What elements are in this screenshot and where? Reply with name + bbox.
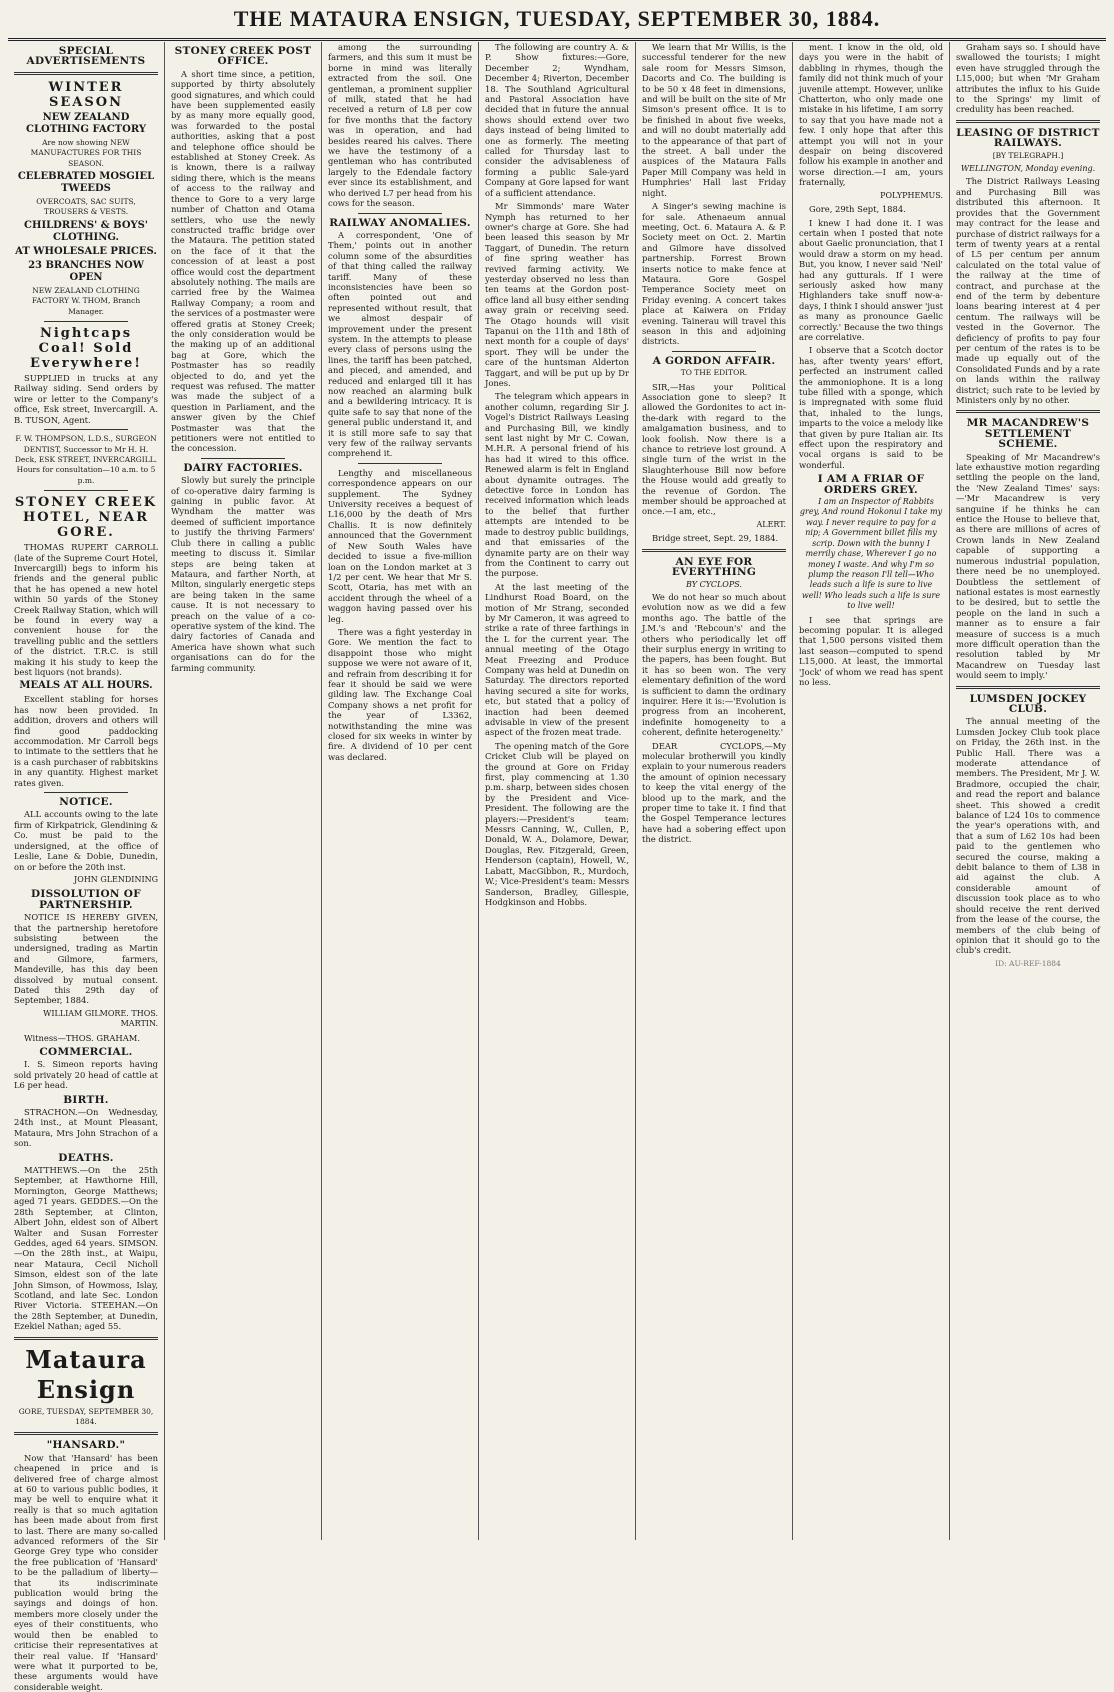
ad-showing: Are now showing NEW MANUFACTURES FOR THIS SEASON.	[30, 137, 142, 168]
col4-intro: The following are country A. & P. Show fixtures:—Gore, December 2; Wyndham, December 4; Riverton, December 18. The Southland Agricultural and Pastoral Association have decided that in future the annual shows should extend over two days instead of being limited to one as formerly. The meeting called for Thursday last to consider the advisableness of forming a public Sale-yard Company at Gore lapsed for want of a sufficient attendance.	[485, 42, 629, 198]
col4-news: Mr Simmonds' mare Water Nymph has returned to her owner's charge at Gore. She had been leased this season by Mr Taggart, of Dunedin. The return of fine spring weather has revived farming activity. We yesterday observed no less than ten teams at the Gordon post-office land all busy either sending away grain or receiving seed. The Otago hounds will visit Tapanui on the 11th and 18th of next month for a couple of days' sport. They will be under the care of the huntsman Alderton Taggart, and will be put up by Dr Jones.	[485, 201, 629, 388]
gordon-sub: TO THE EDITOR.	[680, 368, 748, 378]
eye-text: We do not hear so much about evolution now as we did a few months ago. The battle of the J.M.'s and 'Rebcoun's' and the others who periodically let off their surplus energy in writing to the papers, has been fought. But it has so been won. The very elementary definition of the word is sufficient to damn the ordinary inquirer. Here it is:—'Evolution is progress from an incoherent, indefinite homogeneity to a coherent, definite heterogeneity.'	[642, 591, 786, 738]
dissolution-heading: DISSOLUTION OF PARTNERSHIP.	[31, 888, 141, 911]
ad-dentist: F. W. THOMPSON, L.D.S., SURGEON DENTIST, Successor to Mr H. H. Deck, ESK STREET, INVERCARGILL. Hours for consultation—10 a.m. to 5 p.m.	[14, 434, 158, 485]
ad-meals-text: Excellent stabling for horses has now been provided. In addition, drovers and others will find good paddocking accommodation. Mr Carroll begs to intimate to the settlers that he is a cash purchaser of rabbitskins in any quantity. Highest market rates given.	[14, 694, 158, 788]
gore-date: Gore, 29th Sept, 1884.	[809, 204, 906, 215]
ad-hotel: STONEY CREEK HOTEL, NEAR GORE.	[14, 495, 158, 541]
col4-sports: The opening match of the Gore Cricket Club will be played on the ground at Gore on Friday first, play commencing at 1.30 p.m. sharp, between sides chosen by the President and Vice-President. The following are the players:—President's team: Messrs Canning, W., Cullen, P., Donald, W. A., Dolamore, Dewar, Douglas, Rev. Fitzgerald, Green, Henderson (captain), Howell, W., Labatt, MacGibbon, R., Murdoch, W.; Vice-President's team: Messrs Sanderson, Bradley, Gillespie, Hodgkinson and Hobbs.	[485, 740, 629, 907]
column-6	[793, 42, 950, 1540]
hansard-text: Now that 'Hansard' has been cheapened in price and is delivered free of charge almost at 60 to various public bodies, it may be well to enquire what it really is that so much agitation has been made about from first to last. There are many so-called advanced reformers of the Sir George Grey type who consider the free publication of 'Hansard' to be the palladium of liberty—that its indiscriminate publication would bring the sayings and doings of hon. members more closely under the eyes of their constituents, who would then be enabled to criticise their representatives at their real value. If 'Hansard' were what it purported to be, these arguments would have considerable weight.	[14, 1452, 158, 1692]
railway-text: A correspondent, 'One of Them,' points out in another column some of the absurdities of that thing called the railway tariff. Many of these inconsistencies have been so often pointed out and represented without result, that we almost despair of improvement under the present system. In the attempts to please every class of persons using the lines, the tariff has been patched, and pieced, and amended, and reduced and enlarged till it has now reached an alarming bulk and a bewildering intricacy. It is quite safe to say that none of the general public understand it, and it is still more safe to say that very few of the railway servants comprehend it.	[328, 229, 472, 459]
ad-childrens: CHILDRENS' & BOYS' CLOTHING.	[24, 219, 148, 243]
gordon-heading: A GORDON AFFAIR.	[652, 354, 776, 367]
gordon-text: SIR,—Has your Political Association gone to sleep? It allowed the Gordonites to act in-the-dark with regard to the amalgamation business, and to look foolish. Now there is a chance to retrieve lost ground. A single turn of the wrist in the Slaughterhouse Bill now before the House would add greatly to the revenue of Gordon. The member should be approached at once.—I am, etc.,	[642, 381, 786, 517]
gordon-signature: ALERT.	[756, 519, 786, 529]
birth-heading: BIRTH.	[63, 1093, 109, 1106]
notice-text: ALL accounts owing to the late firm of Kirkpatrick, Glendining & Co. must be paid to the undersigned, at the office of Leslie, Lane & Dobie, Dunedin, on or before the 20th inst.	[14, 809, 158, 872]
deaths-text: MATTHEWS.—On the 25th September, at Hawthorne Hill, Mornington, George Matthews; aged 71 years. GEDDES.—On the 28th September, at Clinton, Albert John, eldest son of Albert Walter and Susan Forrester Geddes, aged 64 years. SIMSON.—On the 28th inst., at Waipu, near Mataura, Cecil Nicholl Simson, eldest son of the late John Simson, of Howmoss, Islay, Scotland, and late Sec. London River Victoria. STEEHAN.—On the 28th September, at Dunedin, Ezekiel Nathan; aged 55.	[14, 1165, 158, 1332]
column-2	[165, 42, 322, 1540]
commercial-heading: COMMERCIAL.	[39, 1046, 133, 1058]
ad-nz-clothing: NEW ZEALAND CLOTHING FACTORY	[26, 111, 146, 135]
gore-text: I knew I had done it. I was certain when I posted that note about Gaelic pronunciation, that I would draw a storm on my head. But, you know, I never said 'Neil' had any gutturals. If I were seriously asked how many Highlanders take snuff now-a-days, I think I should answer 'just as many as pronounce Gaelic correctly.' Because the two things are correlative.	[799, 217, 944, 342]
poem-text: I am an Inspector of Rabbits grey, And round Hokonui I take my way. I never require to pay for a nip; A Government billet fills my scrip. Down with the bunny I merrily chase, Wherever I go no money I waste. And why I'm so plump the reason I'll tell—Who leads such a life is sure to live well! Who leads such a life is sure to live well!	[799, 497, 943, 611]
col3-intro: among the surrounding farmers, and this sum it must be borne in mind was literally extracted from the soil. One gentleman, a prominent supplier of milk, stated that he had received a return of L8 per cow for five months that the factory was in operation, and had besides reared his calves. There we have the testimony of a gentleman who has contributed largely to the Edendale factory ever since its establishment, and who derived L7 per head from his cows for the season.	[328, 42, 472, 209]
dissolution-signature: WILLIAM GILMORE. THOS. MARTIN.	[43, 1008, 158, 1029]
commercial-text: I. S. Simeon reports having sold privately 20 head of cattle at L6 per head.	[14, 1059, 158, 1091]
ad-winter-season: WINTER SEASON	[48, 79, 124, 110]
eye-byline: BY CYCLOPS.	[686, 579, 742, 589]
ad-wholesale: AT WHOLESALE PRICES.	[15, 245, 157, 257]
corresp-text: Lengthy and miscellaneous correspondence appears on our supplement. The Sydney University receives a bequest of L16,000 by the death of Mrs Challis. It is now definitely announced that the Government of New South Wales have decided to issue a five-million loan on the London market at 3 1/2 per cent. We hear that Mr S. Scott, Otaria, has met with an accident through the wheel of a waggon having passed over his leg.	[328, 467, 472, 624]
hansard-heading: "HANSARD."	[46, 1439, 126, 1452]
lumsden-text: The annual meeting of the Lumsden Jockey Club took place on Friday, the 26th inst. in the Public Hall. There was a moderate attendance of members. The President, Mr J. W. Bradmore, occupied the chair, and read the report and balance sheet. This showed a credit balance of L24 10s to commence the year's operations with, and that a sum of L62 10s had been paid to the gentlemen who secured the course, making a debit balance to them of L38 in aid against the club. A considerable amount of discussion took place as to who should receive the rent derived from the lease of the course, the members of the club being of opinion that it should go to the club's credit.	[956, 716, 1100, 956]
leasing-dateline: WELLINGTON, Monday evening.	[960, 164, 1096, 174]
eye-heading: AN EYE FOR EVERYTHING	[671, 555, 757, 579]
ad-branches: 23 BRANCHES NOW OPEN	[28, 259, 144, 283]
stoney-heading: STONEY CREEK POST OFFICE.	[174, 45, 312, 68]
gordon-date: Bridge street, Sept. 29, 1884.	[652, 533, 779, 544]
leasing-text: The District Railways Leasing and Purchasing Bill was distributed this afternoon. It provides that the Government may contract for the lease and purchase of district railways for a term of twenty years at a rental of L5 per centum per annum calculated on the total value of the railway at the time of contract, and purchase at the end of the term by debenture loans bearing interest at 4 per centum. The railways will be vested in the Governor. The deficiency of profits to pay four per centum of the rates is to be made up equally out of the Consolidated Funds and by a rate on lands within the railway district; such rate to be levied by Ministers only by no other.	[956, 176, 1100, 405]
column-1	[8, 42, 165, 1692]
column-7	[950, 42, 1106, 1540]
col5-intro: We learn that Mr Willis, is the successful tenderer for the new sale room for Messrs Simson, Dacorts and Co. The building is to be 50 x 48 feet in dimensions, and will be built on the site of Mr Simson's present office. It is to be finished in about five weeks, and will no doubt materially add to the appearance of that part of the street. A ball under the auspices of the Mataura Falls Paper Mill Company was held in Humphries' Hall last Friday night.	[642, 42, 786, 198]
spring-text: I see that springs are becoming popular. It is alleged that 1,500 persons visited them last season—computed to spend L15,000. At least, the immortal 'Jock' of whom we read has spent no less.	[799, 614, 943, 687]
ad-meals: MEALS AT ALL HOURS.	[19, 680, 153, 692]
column-5	[636, 42, 793, 1540]
column-3	[322, 42, 479, 1540]
deaths-heading: DEATHS.	[58, 1151, 114, 1164]
paper-date: GORE, TUESDAY, SEPTEMBER 30, 1884.	[18, 1406, 154, 1426]
col6-intro-signature: POLYPHEMUS.	[880, 190, 943, 200]
birth-text: STRACHON.—On Wednesday, 24th inst., at Mount Pleasant, Mataura, Mrs John Strachon of a son.	[14, 1107, 158, 1149]
macandrew-text: Speaking of Mr Macandrew's late exhaustive motion regarding settling the people on the land, the 'New Zealand Times' says:—'Mr Macandrew is very sanguine if he thinks he can entice the House to believe that, as there are millions of acres of Crown lands in New Zealand capable of supporting a numerous industrial population, there need be no unemployed. Doubtless the settlement of national estates is most earnestly to be desired, but to settle the people on the land in such a manner as to ensure a fair measure of success is a much more difficult operation than the resolution tabled by Mr Macandrew on Tuesday last would seem to imply.'	[956, 451, 1100, 681]
column-4	[479, 42, 636, 1540]
dissolution-text: NOTICE IS HEREBY GIVEN, that the partnership heretofore subsisting between the undersigned, trading as Martin and Gilmore, farmers, Mandeville, has this day been dissolved by mutual consent. Dated this 29th day of September, 1884.	[14, 912, 158, 1006]
ad-mosgiel: CELEBRATED MOSGIEL TWEEDS	[17, 171, 155, 195]
col5-concert: A Singer's sewing machine is for sale. Athenaeum annual meeting, Oct. 6. Mataura A. & P. Society meet on Oct. 2. Martin and Gilmore have dissolved partnership. Forrest Brown inserts notice to make fence at Mataura. Gore Gospel Temperance Society meet on Friday evening. A concert takes place at Kaiwera on Friday evening. Tainerau will travel this season in this and adjoining districts.	[642, 201, 786, 347]
ad-factory: NEW ZEALAND CLOTHING FACTORY W. THOM, Branch Manager.	[31, 285, 141, 316]
archive-stamp: ID: AU-REF-1884	[995, 958, 1061, 968]
poem-heading: I AM A FRIAR OF ORDERS GREY.	[817, 473, 925, 496]
col4-lindhurst: At the last meeting of the Lindhurst Road Board, on the motion of Mr Strang, seconded by Mr Cameron, it was agreed to strike a rate of three farthings in the L for the current year. The annual meeting of the Otago Meat Freezing and Produce Company was held at Dunedin on Saturday. The directors reported having secured a site for works, etc, but stated that a policy of inaction had been deemed advisable in view of the present aspect of the frozen meat trade.	[485, 581, 629, 738]
special-ads-header: SPECIAL ADVERTISEMENTS	[26, 45, 146, 68]
notice-heading: NOTICE.	[59, 796, 113, 809]
macandrew-heading: MR MACANDREW'S SETTLEMENT SCHEME.	[966, 417, 1090, 451]
ad-supplied: SUPPLIED in trucks at any Railway siding. Send orders by wire or letter to the Company's office, Esk street, Invercargill. A. B. TUSON, Agent.	[14, 373, 158, 425]
notice-signature: JOHN GLENDINING	[74, 874, 158, 884]
railway-heading: RAILWAY ANOMALIES.	[329, 216, 471, 229]
scotch-text: I observe that a Scotch doctor has, after twenty years' effort, perfected an instrument called the ammoniophone. It is a long tube filled with a sponge, which is impregnated with some fluid that, inhaled to the lungs, imparts to the voice a melody like that given by pure Italian air. Its effect upon the respiratory and vocal organs is said to be wonderful.	[799, 345, 943, 470]
witness: Witness—THOS. GRAHAM.	[24, 1032, 140, 1043]
dairy-heading: DAIRY FACTORIES.	[183, 461, 303, 474]
col7-intro: Graham says so. I should have swallowed the tourists; I might even have struggled through the L15,000; but when 'Mr Graham attributes the influx to his Guide to the Springs' my limit of credulity has been reached.	[956, 42, 1100, 115]
stoney-text: A short time since, a petition, supported by thirty absolutely good signatures, and which could have been supplemented easily by as many more equally good, was forwarded to the postal authorities, asking that a post and telephone office should be established at Stoney Creek. As is known, there is a railway siding there, which is the means of access to the railway and thence to Gore to a very large number of Chatton and Otama settlers, who use the newly constructed traffic bridge over the Mataura. The petition stated on the face of it that the concession of at least a post office would cost the department absolutely nothing. The mails are carried free by the Waimea Railway Company; a room and the services of a postmaster were offered gratis at Stoney Creek; the only consideration would be the making up of an additional bag at Gore, which the Postmaster has so readily objected to do, and yet the request was refused. The matter was made the subject of a question in Parliament, and the answer given by the Chief Postmaster was that the petitioners were not entitled to the concession.	[171, 68, 315, 454]
dear-cyclops-text: DEAR CYCLOPS,—My molecular brotherwill you kindly explain to your numerous readers the amount of opinion necessary to keep the vital energy of the blood up to the mark, and the proper time to take it. I find that the Gospel Temperance lectures have had a sobering effect upon the district.	[642, 740, 787, 845]
masthead	[8, 2, 1106, 41]
col4-dynamite: The telegram which appears in another column, regarding Sir J. Vogel's District Railways Leasing and Purchasing Bill, we kindly sent last night by Mr C. Cowan, M.H.R. A personal friend of his has had it wired to this office. Renewed alarm is felt in England about dynamite outrages. The detective force in London has received information which leads to the belief that further attempts are intended to be made to destroy public buildings, and that emissaries of the dynamite party are on their way from the Continent to carry out the purpose.	[485, 391, 629, 579]
columns	[8, 42, 1106, 1692]
ad-overcoats: OVERCOATS, SAC SUITS, TROUSERS & VESTS.	[36, 197, 136, 217]
ad-nightcaps: Nightcaps Coal! Sold Everywhere!	[30, 326, 142, 372]
ad-hotel-text: THOMAS RUPERT CARROLL (late of the Supreme Court Hotel, Invercargill) begs to inform his friends and the general public that he has opened a new hotel within 50 yards of the Stoney Creek Railway Station, which will be found in every way a convenient house for the travelling public and the settlers of the district. T.R.C. is still making it his study to keep the best liquors (not brands).	[14, 542, 158, 677]
leasing-heading: LEASING OF DISTRICT RAILWAYS.	[956, 126, 1100, 150]
paper-title: Mataura Ensign	[25, 1344, 147, 1404]
lumsden-heading: LUMSDEN JOCKEY CLUB.	[969, 692, 1087, 715]
leasing-sub: [BY TELEGRAPH.]	[992, 150, 1064, 160]
masthead-title: THE MATAURA ENSIGN, TUESDAY, SEPTEMBER 30, 1884.	[233, 6, 881, 31]
fight-text: There was a fight yesterday in Gore. We mention the fact to disappoint those who might suppose we were not aware of it, and refrain from describing it for fear it should be said we were gilding law. The Exchange Coal Company shows a net profit for the year of L3362, notwithstanding the mine was closed for six weeks in winter by fire. A dividend of 10 per cent was declared.	[328, 626, 472, 762]
col6-intro: ment. I know in the old, old days you were in the habit of dabbling in rhymes, though the family did not think much of your juvenile attempt. However, unlike Chatterton, who only made one mistake in his lifetime, I am sorry to say that you have made not a few. I only hope that after this attempt you will not in your despair on being discovered follow his example in another and worse direction.—I am, yours fraternally,	[799, 42, 943, 188]
dairy-text: Slowly but surely the principle of co-operative dairy farming is gaining in public favor. At Wyndham the matter was deemed of sufficient importance to justify the thriving Farmers' Club there in calling a public meeting to discuss it. Similar steps are being taken at Mataura, and farther North, at Milton, singularly energetic steps are being taken in the same cause. It is not necessary to preach on the value of a co-operative system of the kind. The dairy factories of Canada and America have shown what such organisations can do for the farming community.	[171, 475, 315, 673]
